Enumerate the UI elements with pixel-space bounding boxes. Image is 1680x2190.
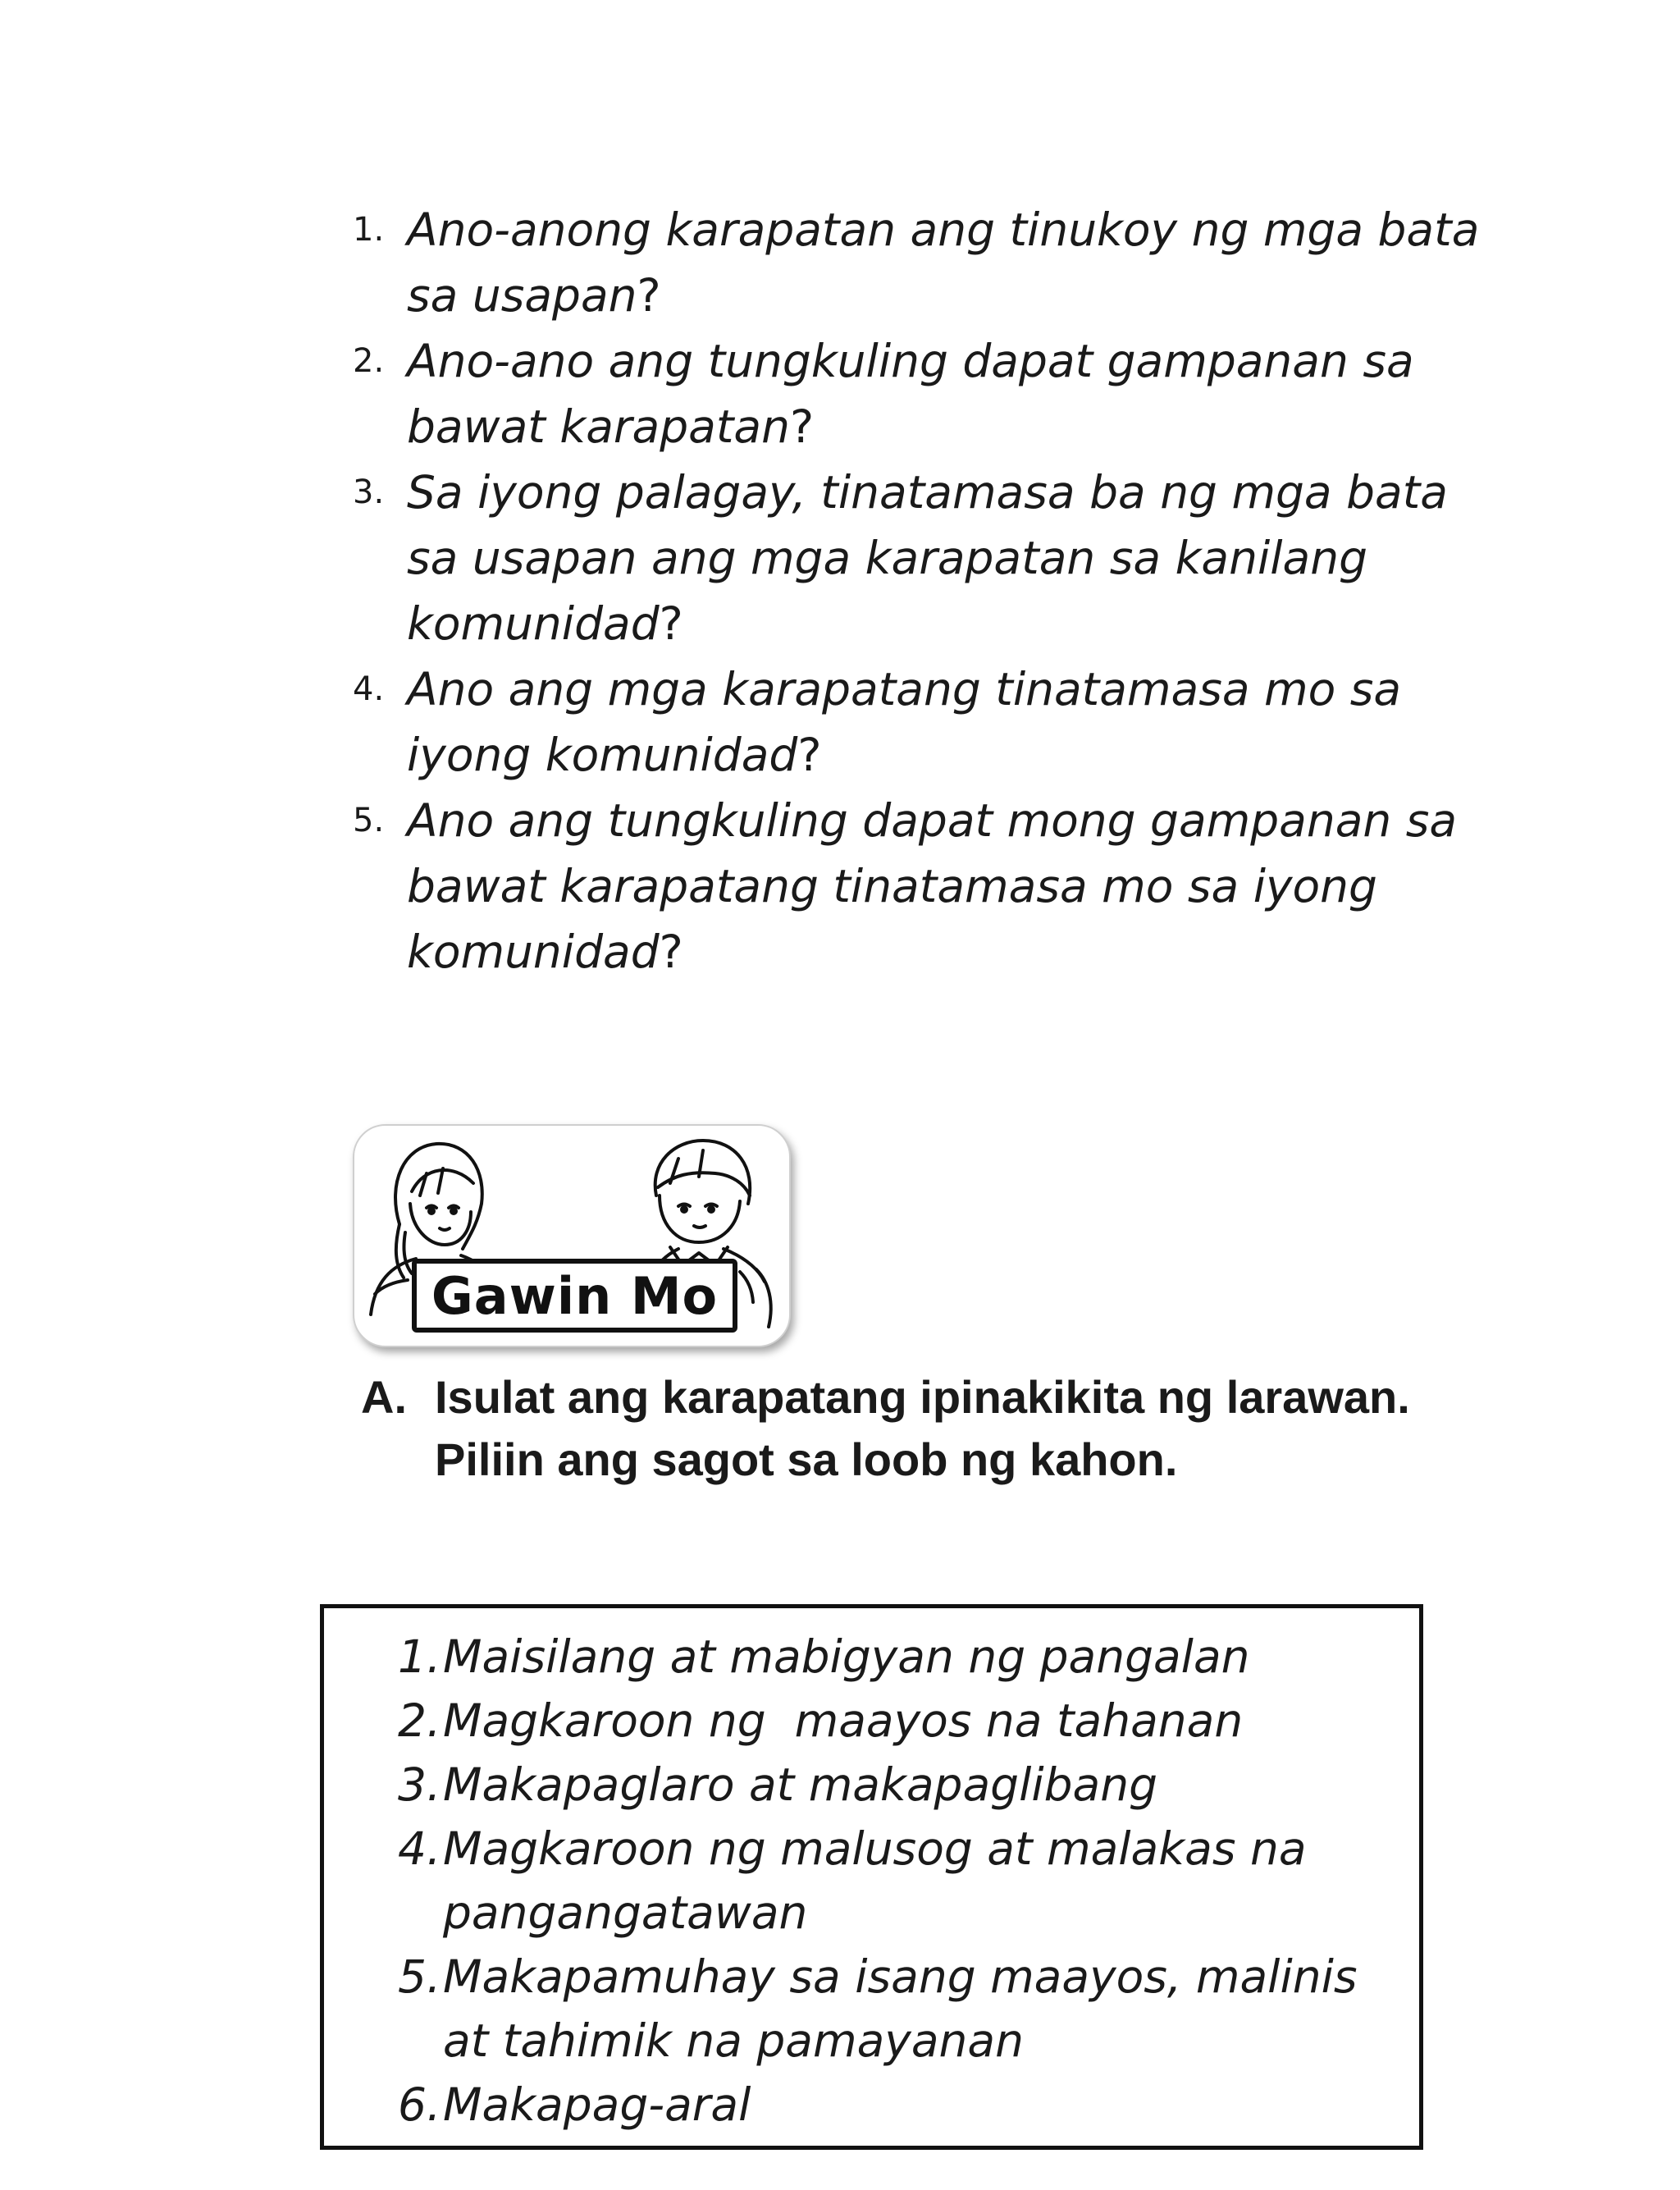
question-text: Ano ang tungkuling dapat mong gampanan sa bawat karapatang tinatamasa mo sa iyong komunidad? xyxy=(407,794,1458,978)
choice-text: Makapag-aral xyxy=(443,2078,751,2131)
choice-text: Magkaroon ng maayos na tahanan xyxy=(443,1694,1244,1747)
question-item xyxy=(353,459,1501,656)
instruction-text: Isulat ang karapatang ipinakikita ng larawan. Piliin ang sagot sa loob ng kahon. xyxy=(435,1371,1410,1485)
question-number: 3. xyxy=(353,473,385,511)
choice-item xyxy=(398,1689,1382,1753)
choice-number: 6. xyxy=(398,2078,441,2131)
gawin-mo-badge xyxy=(353,1124,791,1347)
choice-number: 4. xyxy=(398,1822,441,1875)
question-text: Sa iyong palagay, tinatamasa ba ng mga bata sa usapan ang mga karapatan sa kanilang komunidad? xyxy=(407,466,1449,650)
choice-item xyxy=(398,1945,1382,2073)
choice-text: Maisilang at mabigyan ng pangalan xyxy=(443,1630,1250,1683)
choice-number: 1. xyxy=(398,1630,441,1683)
choice-text: Makapamuhay sa isang maayos, malinis at tahimik na pamayanan xyxy=(443,1950,1358,2067)
gawin-mo-label: Gawin Mo xyxy=(412,1259,737,1333)
question-number: 2. xyxy=(353,342,385,380)
question-number: 1. xyxy=(353,211,385,249)
choice-text: Magkaroon ng malusog at malakas na pangangatawan xyxy=(443,1822,1307,1939)
answer-choices-box xyxy=(320,1604,1423,2150)
instruction xyxy=(361,1366,1526,1491)
question-text: Ano-anong karapatan ang tinukoy ng mga bata sa usapan? xyxy=(407,203,1480,322)
question-number: 4. xyxy=(353,670,385,708)
choice-item xyxy=(398,1753,1382,1817)
question-item xyxy=(353,197,1501,328)
choice-item xyxy=(398,1817,1382,1945)
choice-item xyxy=(398,2073,1382,2137)
question-list xyxy=(353,197,1501,985)
choice-list xyxy=(398,1625,1382,2137)
choice-item xyxy=(398,1625,1382,1689)
choice-number: 2. xyxy=(398,1694,441,1747)
question-number: 5. xyxy=(353,802,385,839)
question-item xyxy=(353,328,1501,459)
choice-text: Makapaglaro at makapaglibang xyxy=(443,1758,1158,1811)
question-item xyxy=(353,656,1501,788)
choice-number: 5. xyxy=(398,1950,441,2003)
question-item xyxy=(353,788,1501,985)
instruction-letter: A. xyxy=(361,1371,407,1423)
question-text: Ano-ano ang tungkuling dapat gampanan sa bawat karapatan? xyxy=(407,335,1414,453)
question-text: Ano ang mga karapatang tinatamasa mo sa iyong komunidad? xyxy=(407,663,1402,781)
choice-number: 3. xyxy=(398,1758,441,1811)
